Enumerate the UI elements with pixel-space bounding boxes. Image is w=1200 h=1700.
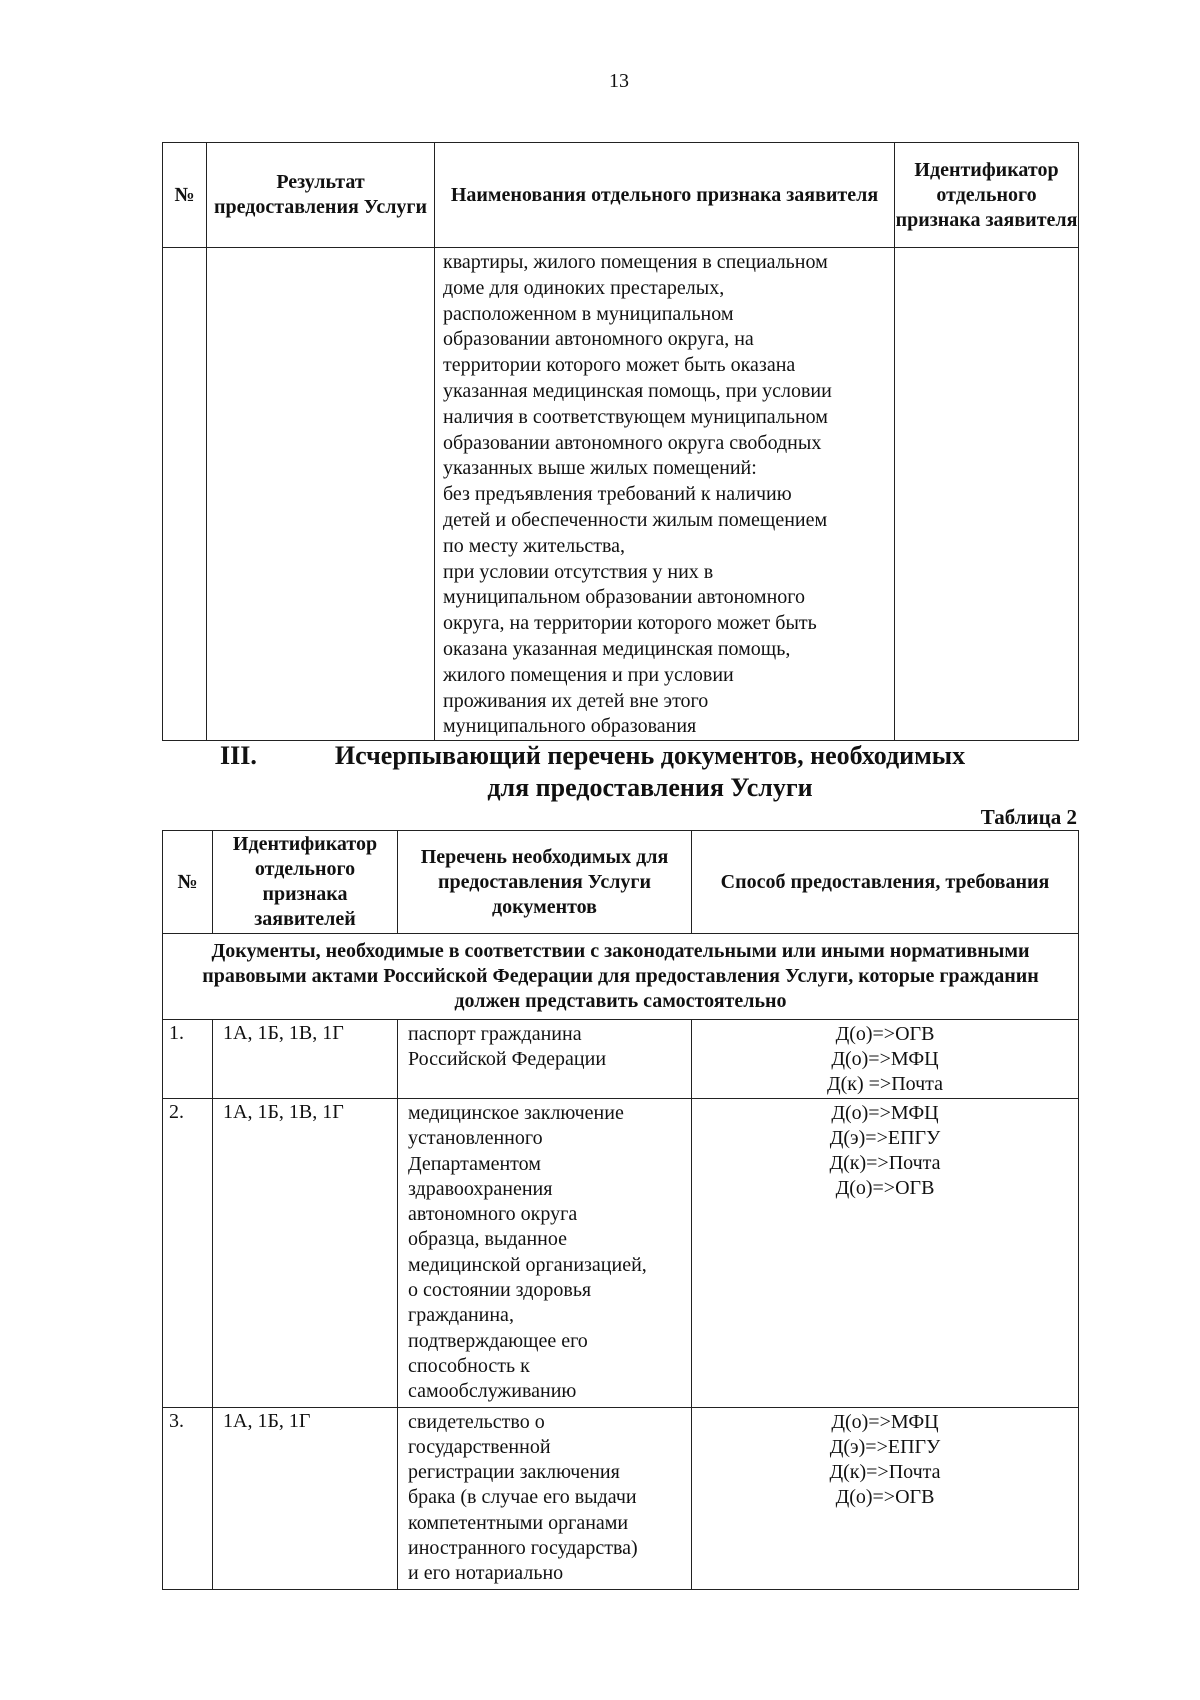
header-ids: Идентификатор отдельного признака заявителей — [213, 831, 398, 934]
table-row — [163, 1407, 1079, 1589]
cell-feature-id — [895, 248, 1079, 741]
cell-feature-text: квартиры, жилого помещения в специальном доме для одиноких престарелых, расположенном в муниципальном образовании автономного округа, на территории которого может быть оказана указанная медицинская помощь, при условии наличия в соответствующем муниципальном образовании автономного округа свободных указанных выше жилых помещений: без предъявления требований к наличию детей и обеспеченности жилым помещением по месту жительства, при условии отсутствия у них в муниципальном образовании автономного округа, на территории которого может быть оказана указанная медицинская помощь, жилого помещения и при условии проживания их детей вне этого муниципального образования — [435, 248, 895, 741]
table-header-row — [163, 143, 1079, 248]
row-num: 2. — [163, 1099, 213, 1408]
row-method: Д(о)=>ОГВ Д(о)=>МФЦ Д(к) =>Почта — [692, 1020, 1079, 1099]
table-row — [163, 1020, 1079, 1099]
cell-result — [207, 248, 435, 741]
header-docs: Перечень необходимых для предоставления Услуги документов — [398, 831, 692, 934]
cell-num — [163, 248, 207, 741]
row-num: 3. — [163, 1407, 213, 1589]
header-result: Результат предоставления Услуги — [207, 143, 435, 248]
row-doc: медицинское заключение установленного Департаментом здравоохранения автономного округа образца, выданное медицинской организацией, о состоянии здоровья гражданина, подтверждающее его способность к самообслуживанию — [398, 1099, 692, 1408]
section-title-line2: для предоставления Услуги — [487, 773, 813, 802]
table-row — [163, 248, 1079, 741]
table-row — [163, 1099, 1079, 1408]
row-doc: свидетельство о государственной регистрации заключения брака (в случае его выдачи компетентными органами иностранного государства) и его нотариально — [398, 1407, 692, 1589]
row-ids: 1А, 1Б, 1В, 1Г — [213, 1020, 398, 1099]
row-ids: 1А, 1Б, 1Г — [213, 1407, 398, 1589]
header-num: № — [163, 143, 207, 248]
row-num: 1. — [163, 1020, 213, 1099]
documents-table — [162, 830, 1079, 1590]
row-method: Д(о)=>МФЦ Д(э)=>ЕПГУ Д(к)=>Почта Д(о)=>ОГВ — [692, 1407, 1079, 1589]
applicant-features-table — [162, 142, 1079, 741]
table-header-row — [163, 831, 1079, 934]
header-feature-id: Идентификатор отдельного признака заявителя — [895, 143, 1079, 248]
table-label: Таблица 2 — [980, 805, 1077, 829]
section-title-line1: Исчерпывающий перечень документов, необходимых — [334, 741, 966, 770]
row-ids: 1А, 1Б, 1В, 1Г — [213, 1099, 398, 1408]
header-num: № — [163, 831, 213, 934]
header-method: Способ предоставления, требования — [692, 831, 1079, 934]
group-heading-row — [163, 934, 1079, 1020]
page-number: 13 — [609, 70, 629, 92]
section-number: III. — [220, 741, 257, 770]
group-heading: Документы, необходимые в соответствии с законодательными или иными нормативными правовыми актами Российской Федерации для предоставления Услуги, которые гражданин должен представить самостоятельно — [163, 934, 1079, 1020]
section-heading — [200, 740, 1100, 804]
header-feature-name: Наименования отдельного признака заявителя — [435, 143, 895, 248]
row-method: Д(о)=>МФЦ Д(э)=>ЕПГУ Д(к)=>Почта Д(о)=>ОГВ — [692, 1099, 1079, 1408]
row-doc: паспорт гражданина Российской Федерации — [398, 1020, 692, 1099]
